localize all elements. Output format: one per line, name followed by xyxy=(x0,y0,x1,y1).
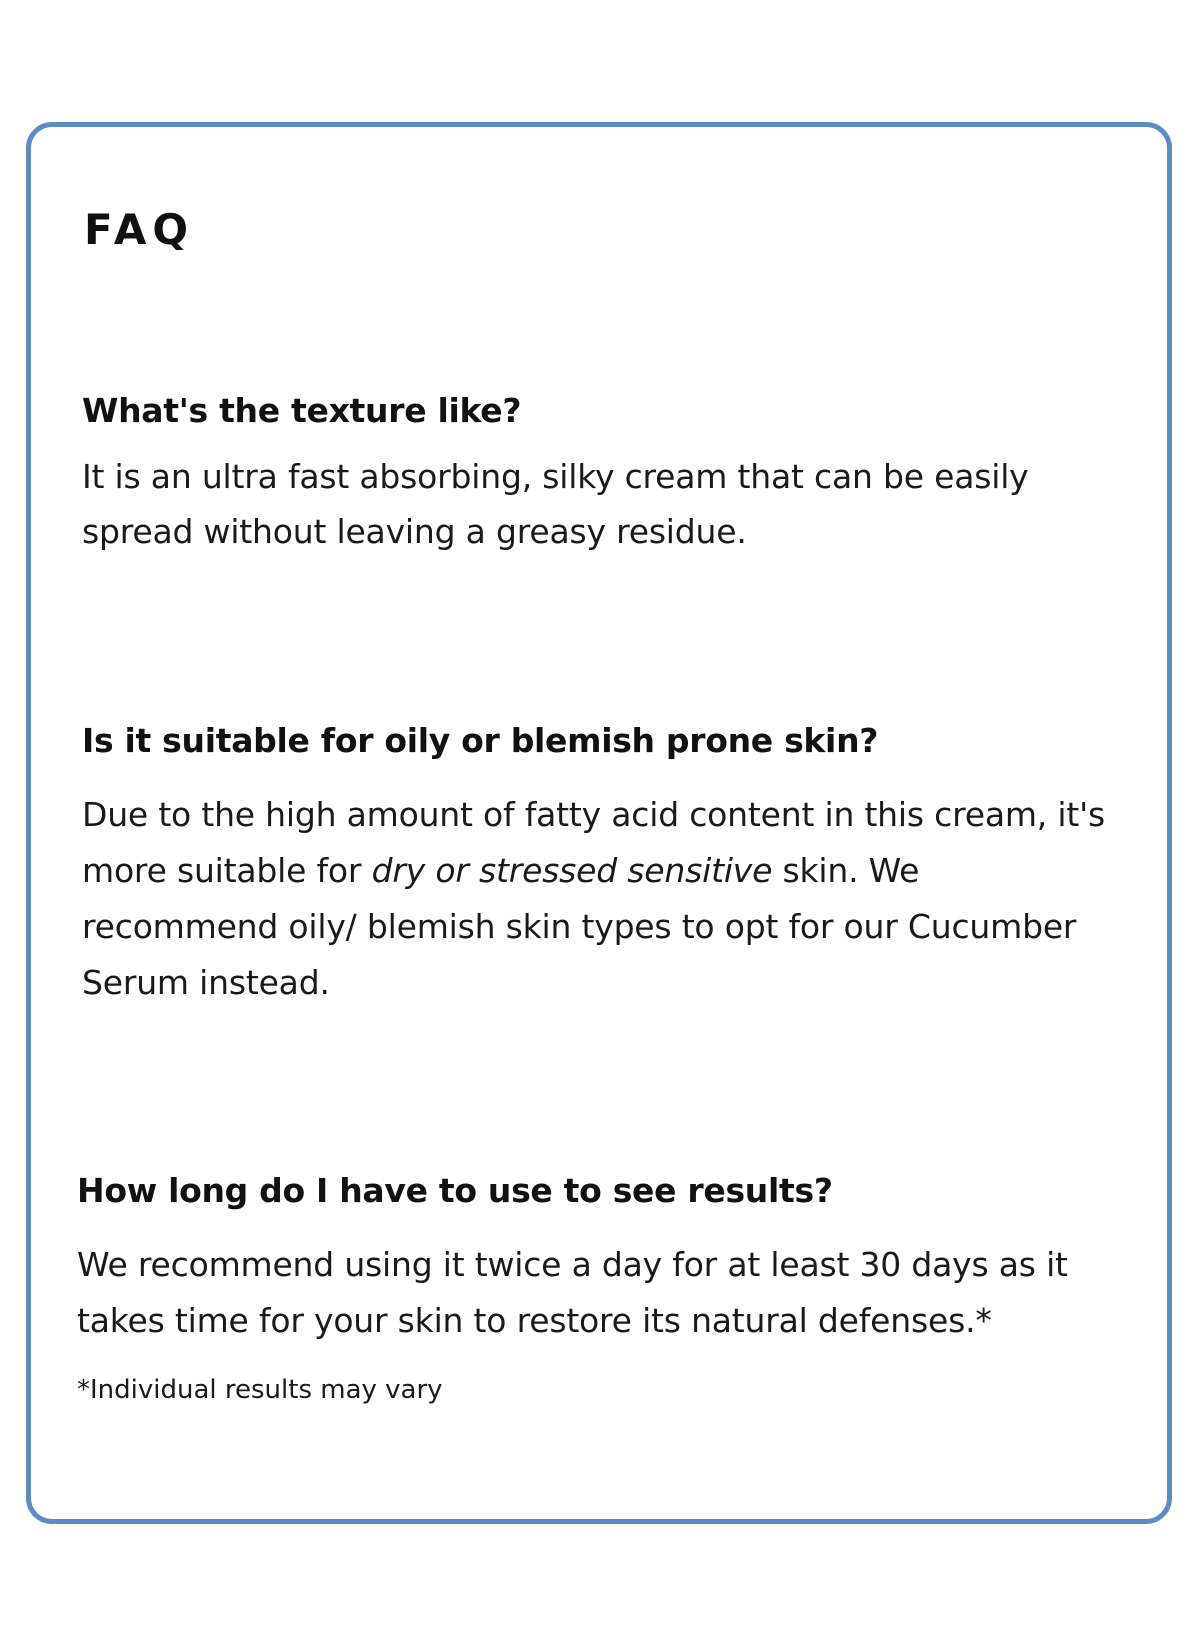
faq-answer-text: skin. We recommend oily/ blemish skin types to opt for our Cucumber Serum instead. xyxy=(82,851,1077,1002)
faq-answer: It is an ultra fast absorbing, silky cream that can be easily spread without leaving a greasy residue. xyxy=(82,457,1029,551)
faq-question: What's the texture like? xyxy=(82,391,522,430)
faq-answer xyxy=(82,787,1122,1011)
faq-item-texture xyxy=(82,389,1122,559)
faq-card xyxy=(26,122,1172,1524)
faq-item-results xyxy=(77,1169,1117,1349)
faq-item-oily-skin xyxy=(82,719,1122,1011)
faq-question: How long do I have to use to see results? xyxy=(77,1171,833,1210)
faq-answer-emphasis: dry or stressed sensitive xyxy=(371,851,773,890)
faq-answer-text: Due to the high amount of fatty acid content in this cream, it's more suitable for xyxy=(82,795,1105,890)
faq-title: FAQ xyxy=(84,205,195,254)
faq-answer: We recommend using it twice a day for at least 30 days as it takes time for your skin to restore its natural defenses.* xyxy=(77,1245,1068,1340)
faq-footnote: *Individual results may vary xyxy=(77,1375,443,1405)
faq-question: Is it suitable for oily or blemish prone skin? xyxy=(82,721,879,760)
